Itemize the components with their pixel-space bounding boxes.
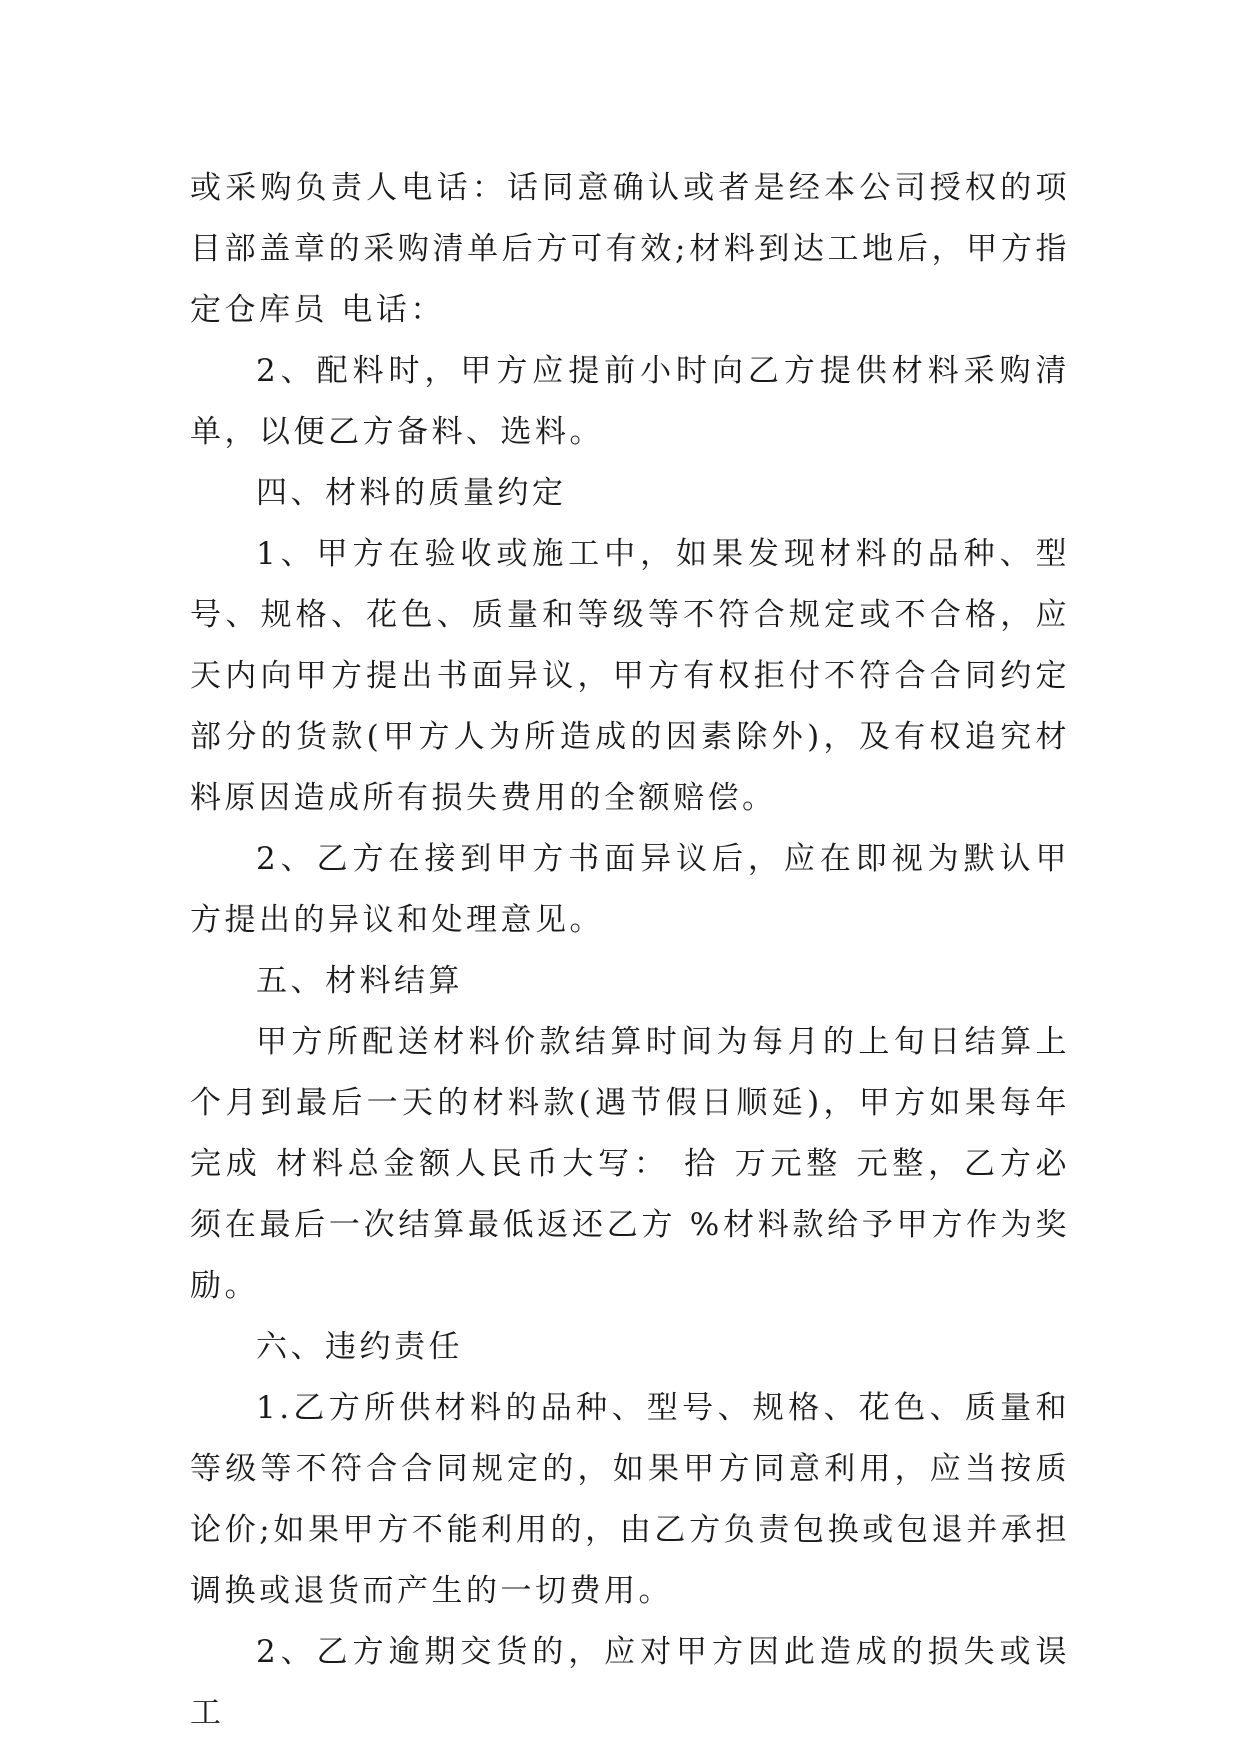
section-heading-quality: 四、材料的质量约定: [256, 475, 567, 511]
paragraph-settlement: 甲方所配送材料价款结算时间为每月的上旬日结算上个月到最后一天的材料款(遇节假日顺延)，甲方如果每年完成 材料总金额人民币大写： 拾 万元整 元整，乙方必须在最后一次结算最低返还乙方 %材料款给予甲方作为奖励。: [190, 1024, 1070, 1304]
document-body: [190, 158, 1070, 1744]
paragraph-clause-6-1: 1.乙方所供材料的品种、型号、规格、花色、质量和等级等不符合合同规定的，如果甲方同意利用，应当按质论价;如果甲方不能利用的，由乙方负责包换或包退并承担调换或退货而产生的一切费用。: [190, 1390, 1070, 1609]
paragraph-contact-continuation: 或采购负责人电话：话同意确认或者是经本公司授权的项目部盖章的采购清单后方可有效;材料到达工地后，甲方指定仓库员 电话：: [190, 170, 1070, 328]
paragraph-clause-6-2: 2、乙方逾期交货的，应对甲方因此造成的损失或误工: [190, 1634, 1070, 1731]
paragraph-clause-3-2: 2、配料时，甲方应提前小时向乙方提供材料采购清单，以便乙方备料、选料。: [190, 353, 1070, 450]
section-heading-liability: 六、违约责任: [256, 1329, 463, 1365]
section-heading-settlement: 五、材料结算: [256, 963, 463, 999]
paragraph-clause-4-1: 1、甲方在验收或施工中，如果发现材料的品种、型号、规格、花色、质量和等级等不符合规定或不合格，应 天内向甲方提出书面异议，甲方有权拒付不符合合同约定部分的货款(甲方人为所造成的因素除外)，及有权追究材料原因造成所有损失费用的全额赔偿。: [190, 536, 1070, 816]
paragraph-clause-4-2: 2、乙方在接到甲方书面异议后，应在即视为默认甲方提出的异议和处理意见。: [190, 841, 1070, 938]
